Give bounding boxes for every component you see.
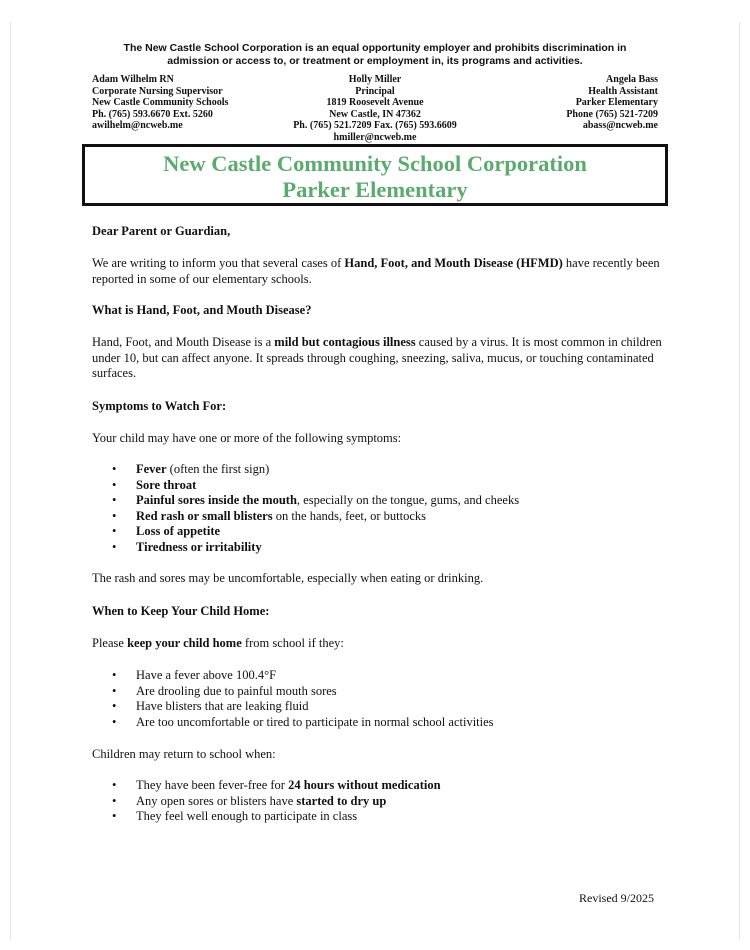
contact-org: New Castle Community Schools	[92, 97, 229, 109]
symptom-detail: , especially on the tongue, gums, and cheeks	[296, 493, 520, 507]
return-emphasis: started to dry up	[296, 793, 387, 808]
symptom-name: Painful sores inside the mouth	[136, 493, 297, 507]
keep-home-intro	[92, 636, 662, 652]
contact-name: Adam Wilhelm RN	[92, 74, 174, 85]
what-emphasis: mild but contagious illness	[274, 335, 416, 349]
symptom-name: Sore throat	[136, 477, 197, 492]
notice-line-2: admission or access to, or treatment or employment in, its programs and activities.	[167, 55, 583, 67]
symptom-name: Fever	[136, 462, 167, 476]
school-title: Parker Elementary	[282, 177, 468, 202]
list-item	[92, 462, 662, 478]
list-item	[92, 478, 662, 494]
contact-nurse-supervisor	[92, 74, 228, 132]
symptom-name: Loss of appetite	[136, 524, 221, 538]
what-is-paragraph	[92, 335, 662, 382]
intro-text: We are writing to inform you that several cases of	[92, 256, 345, 270]
contact-email: abass@ncweb.me	[582, 120, 658, 132]
home-emphasis: keep your child home	[127, 636, 242, 650]
contact-name: Holly Miller	[348, 74, 402, 85]
intro-paragraph	[92, 256, 662, 287]
keep-home-heading: When to Keep Your Child Home:	[92, 604, 270, 618]
what-text: Hand, Foot, and Mouth Disease is a	[92, 335, 275, 349]
symptom-name: Red rash or small blisters	[136, 508, 273, 523]
contact-role: Corporate Nursing Supervisor	[92, 85, 223, 97]
list-item	[92, 493, 662, 509]
list-item	[92, 809, 662, 825]
list-item	[92, 778, 662, 794]
symptoms-intro: Your child may have one or more of the following symptoms:	[92, 431, 402, 445]
home-text: Please	[92, 636, 128, 650]
return-text: They feel well enough to participate in class	[136, 809, 358, 823]
return-intro: Children may return to school when:	[92, 747, 276, 761]
list-item	[92, 794, 662, 810]
contact-name: Angela Bass	[606, 74, 658, 85]
list-item: • Are drooling due to painful mouth sores	[92, 684, 662, 700]
symptoms-heading: Symptoms to Watch For:	[92, 399, 227, 413]
contact-phone: Ph. (765) 521.7209 Fax. (765) 593.6609	[293, 120, 457, 132]
contact-city: New Castle, IN 47362	[329, 108, 421, 120]
letterhead-title-box	[82, 144, 668, 206]
list-item: • Have a fever above 100.4°F	[92, 668, 662, 684]
corporation-title: New Castle Community School Corporation	[163, 151, 587, 176]
return-emphasis: 24 hours without medication	[288, 778, 441, 792]
what-is-heading: What is Hand, Foot, and Mouth Disease?	[92, 303, 312, 317]
rash-note: The rash and sores may be uncomfortable, especially when eating or drinking.	[92, 571, 484, 585]
symptoms-list	[92, 462, 662, 555]
return-text: Any open sores or blisters have	[136, 793, 297, 808]
contact-phone: Ph. (765) 593.6670 Ext. 5260	[92, 108, 213, 120]
contact-school: Parker Elementary	[575, 97, 658, 109]
notice-line-1: The New Castle School Corporation is an equal opportunity employer and prohibits discrimination in	[123, 42, 627, 54]
return-list	[92, 778, 662, 825]
list-item: • Are too uncomfortable or tired to participate in normal school activities	[92, 715, 662, 731]
contact-role: Principal	[355, 85, 395, 97]
list-item	[92, 509, 662, 525]
greeting: Dear Parent or Guardian,	[92, 224, 231, 238]
return-text: They have been fever-free for	[136, 778, 289, 792]
contact-principal	[270, 74, 480, 144]
contact-health-assistant	[566, 74, 658, 132]
symptom-detail: (often the first sign)	[166, 462, 270, 476]
contact-role: Health Assistant	[588, 85, 658, 97]
contact-phone: Phone (765) 521-7209	[566, 108, 658, 120]
contact-address: 1819 Roosevelt Avenue	[326, 97, 424, 109]
list-item	[92, 540, 662, 556]
symptom-name: Tiredness or irritability	[136, 539, 262, 554]
intro-emphasis: Hand, Foot, and Mouth Disease (HFMD)	[344, 256, 563, 270]
home-text-end: from school if they:	[241, 636, 344, 650]
intro-text-end: have recently been reported in some of our elementary schools.	[92, 256, 660, 286]
list-item	[92, 524, 662, 540]
symptom-detail: on the hands, feet, or buttocks	[272, 508, 427, 523]
list-item: • Have blisters that are leaking fluid	[92, 699, 662, 715]
contact-email: hmiller@ncweb.me	[333, 131, 417, 143]
revision-date: Revised 9/2025	[579, 891, 654, 905]
contact-email: awilhelm@ncweb.me	[92, 120, 183, 132]
equal-opportunity-notice	[90, 42, 660, 68]
keep-home-list	[92, 668, 662, 730]
what-text-end: caused by a virus. It is most common in children under 10, but can affect anyone. It spreads through coughing, sneezing, saliva, mucus, or touching contaminated surfaces.	[92, 335, 662, 380]
